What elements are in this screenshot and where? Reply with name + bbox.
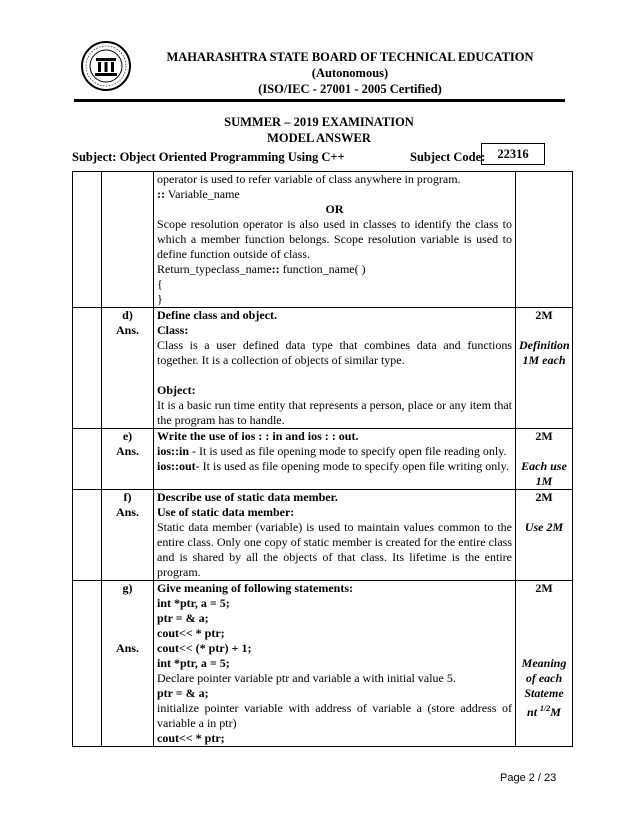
answer-label: Ans. bbox=[115, 323, 139, 337]
question-title: Describe use of static data member. bbox=[157, 490, 338, 504]
exam-session: SUMMER – 2019 EXAMINATION bbox=[224, 115, 414, 129]
or-separator: OR bbox=[325, 202, 344, 216]
subject-name: Subject: Object Oriented Programming Using C++ bbox=[72, 150, 345, 164]
model-answer-label: MODEL ANSWER bbox=[267, 131, 371, 145]
exam-title bbox=[0, 114, 638, 146]
header-rule bbox=[74, 99, 565, 102]
marks: 2M bbox=[535, 581, 553, 595]
board-autonomous: (Autonomous) bbox=[311, 66, 389, 80]
answer-cell: Give meaning of following statements: int *ptr, a = 5; ptr = & a; cout<< * ptr; cout<< (* ptr) + 1; int *ptr, a = 5; Declare pointer variable ptr and variable a with initial value 5. ptr = & a; initialize pointer variable with address of variable a (store address of variable a in ptr) cout<< * ptr; bbox=[154, 581, 516, 747]
marks: 2M bbox=[535, 308, 553, 322]
answer-table bbox=[72, 171, 573, 747]
subject-code-label: Subject Code: bbox=[410, 150, 486, 164]
marking-scheme: Each use 1M bbox=[521, 459, 567, 488]
answer-label: Ans. bbox=[115, 641, 139, 655]
board-name bbox=[130, 49, 570, 97]
table-row bbox=[73, 581, 573, 747]
question-number: f) bbox=[123, 490, 132, 504]
table-row bbox=[73, 172, 573, 308]
marking-scheme: Use 2M bbox=[524, 520, 564, 534]
question-title: Define class and object. bbox=[157, 308, 277, 322]
page-header bbox=[0, 0, 638, 110]
answer-cell: Write the use of ios : : in and ios : : out. ios::in - It is used as file opening mode to specify open file reading only. ios::out- It is used as file opening mode to specify open file writing only. bbox=[154, 429, 516, 490]
table-row bbox=[73, 429, 573, 490]
answer-label: Ans. bbox=[115, 444, 139, 458]
answer-label: Ans. bbox=[115, 505, 139, 519]
table-row bbox=[73, 490, 573, 581]
marks: 2M bbox=[535, 490, 553, 504]
answer-cell: Describe use of static data member. Use of static data member: Static data member (variable) is used to maintain values common to the entire class. Only one copy of static member is created for the entire class and is shared by all the objects of that class. Its lifetime is the entire program. bbox=[154, 490, 516, 581]
answer-cell: operator is used to refer variable of class anywhere in program. :: Variable_name OR Scope resolution operator is also used in classes to identify the class to which a member function belongs. Scope resolution variable is used to define function outside of class. Return_typeclass_name:: function_name( ) { } bbox=[154, 172, 516, 308]
marking-scheme: Definition 1M each bbox=[519, 338, 570, 367]
table-row bbox=[73, 308, 573, 429]
marks: 2M bbox=[535, 429, 553, 443]
board-title: MAHARASHTRA STATE BOARD OF TECHNICAL EDUCATION bbox=[166, 50, 534, 64]
msbte-seal-icon bbox=[80, 40, 132, 92]
board-certification: (ISO/IEC - 27001 - 2005 Certified) bbox=[258, 82, 442, 96]
question-title: Give meaning of following statements: bbox=[157, 581, 353, 595]
page-number: Page 2 / 23 bbox=[500, 772, 557, 784]
question-title: Write the use of ios : : in and ios : : out. bbox=[157, 429, 359, 443]
marking-scheme: Meaning of each Stateme nt $^{1/2}$M bbox=[521, 656, 567, 719]
question-number: e) bbox=[122, 429, 133, 443]
answer-cell: Define class and object. Class: Class is a user defined data type that combines data and functions together. It is a collection of objects of similar type. Object: It is a basic run time entity that represents a person, place or any item that the program has to handle. bbox=[154, 308, 516, 429]
question-number: g) bbox=[122, 581, 133, 595]
question-number: d) bbox=[122, 308, 133, 322]
subject-code-box: 22316 bbox=[481, 143, 545, 165]
